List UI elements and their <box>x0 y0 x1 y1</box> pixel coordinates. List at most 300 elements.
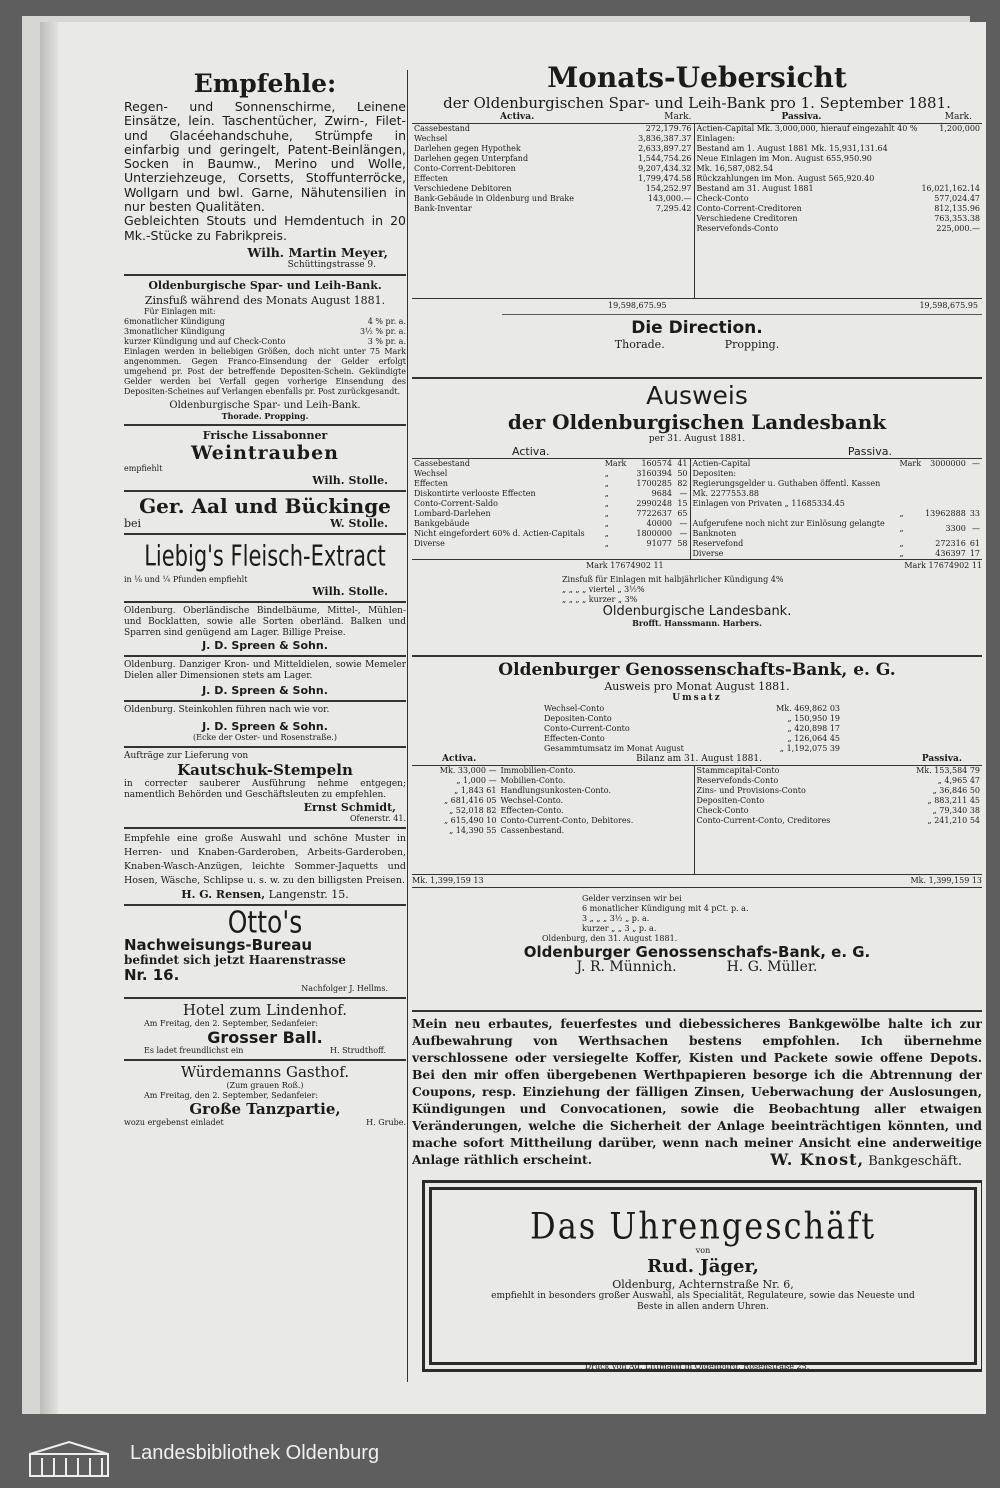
table-cell-cents: — <box>972 459 980 468</box>
table-cell-value <box>919 154 982 164</box>
table-row <box>412 469 690 479</box>
table-row <box>412 134 694 144</box>
ad-spreen1-text: Oldenburg. Oberländische Bindelbäume, Mittel-, Mühlen- und Bocklatten, sowie alle Sorten oberländ. Balken und Sparren sind genügend am Lager. Billige Preise. <box>124 605 406 638</box>
table-cell-value: „ 883,211 45 <box>927 796 980 805</box>
monats-passiva <box>694 124 983 298</box>
ad-jaeger-von: von <box>695 1246 711 1255</box>
table-cell-label: Cassenbestand. <box>500 826 565 835</box>
table-cell-value: 436397 <box>935 549 966 558</box>
ad-stolle-line2: Weintrauben <box>190 441 339 464</box>
table-row <box>695 164 983 174</box>
table-row <box>695 776 983 786</box>
ausweis-totals <box>412 559 982 571</box>
table-cell-cents <box>968 479 982 499</box>
table-cell-unit: „ <box>899 509 904 518</box>
ad-meyer-address: Schüttingstrasse 9. <box>287 259 376 270</box>
ad-rensen-address: Langenstr. 15. <box>268 887 349 901</box>
ausweis-passiva-label: Passiva. <box>847 445 892 458</box>
monats-uebersicht <box>412 62 982 351</box>
table-cell-label: Diverse <box>414 539 445 548</box>
table-cell-label: Darlehen gegen Hypothek <box>414 144 521 153</box>
ad-spreen3-address: (Ecke der Oster- und Rosenstraße.) <box>193 732 337 742</box>
ad-schmidt <box>124 751 406 824</box>
genoss-total-passiva: Mk. 1,399,159 13 <box>910 876 982 885</box>
ad-liebig-small: in ⅛ und ¼ Pfunden empfiehlt <box>124 574 248 584</box>
table-cell-value: 154,252.97 <box>645 184 692 193</box>
rate-value: 4 % pr. a. <box>367 316 406 326</box>
table-cell-value: „ 150,950 19 <box>787 714 840 723</box>
table-cell-label: Rückzahlungen im Mon. August 565,920.40 <box>696 174 875 183</box>
table-cell-label: Nicht eingefordert 60% d. Actien-Capitals <box>414 529 585 538</box>
table-cell-label: Bank-Inventar <box>414 204 472 213</box>
table-cell-value: 7,295.42 <box>655 204 692 213</box>
monats-table <box>412 123 982 299</box>
table-row <box>412 154 694 164</box>
ausweis-bank: Oldenburgische Landesbank. <box>602 604 792 619</box>
table-cell-value: „ 1,192,075 39 <box>779 744 840 753</box>
ad-spar-rate-row <box>124 337 406 347</box>
table-cell-value: „ 420,898 17 <box>787 724 840 733</box>
table-cell-label <box>691 509 898 519</box>
table-row <box>691 509 982 519</box>
table-cell-value: „ 4,965 47 <box>937 776 980 785</box>
table-row <box>695 144 983 154</box>
table-cell-label: Conto-Current-Conto <box>544 724 630 733</box>
monats-names <box>412 338 982 351</box>
genoss-activa-label: Activa. <box>442 754 477 764</box>
table-cell-unit <box>897 499 923 509</box>
table-cell-label: Conto-Corrent-Creditoren <box>696 204 802 213</box>
table-cell-value: 143,000.— <box>647 194 692 203</box>
table-cell-value: 763,353.38 <box>934 214 980 223</box>
divider <box>412 377 982 379</box>
ad-knost-name: W. Knost, <box>770 1150 865 1169</box>
table-cell-cents: 15 <box>677 499 688 508</box>
ad-lindenhof <box>124 1002 406 1056</box>
ad-stolle-small: empfiehlt <box>124 463 163 473</box>
table-cell-label: Actien-Capital <box>692 459 751 468</box>
ad-spreen3-text: Oldenburg. Steinkohlen führen nach wie vor. <box>124 704 330 715</box>
divider <box>124 533 406 535</box>
table-row <box>542 714 842 724</box>
table-row <box>691 499 982 509</box>
table-row <box>412 816 694 826</box>
ausweis-names: Brofft. Hanssmann. Harbers. <box>632 618 762 628</box>
genoss-interest-line: 3 „ „ „ 3½ „ p. a. <box>582 914 650 923</box>
ad-stolle-grapes <box>124 429 406 487</box>
table-row <box>695 224 983 234</box>
ad-jaeger-title: Das Uhrengeschäft <box>530 1204 876 1248</box>
divider <box>502 314 982 315</box>
table-cell-unit: Mark <box>899 459 922 468</box>
ad-lindenhof-name: H. Strudthoff. <box>330 1045 386 1055</box>
table-cell-label: Conto-Current-Conto, Debitores. <box>500 816 634 825</box>
genoss-passiva <box>695 766 983 874</box>
table-cell-value <box>923 469 968 479</box>
table-cell-value: 3300 <box>945 524 966 533</box>
table-cell-label: Diskontirte verlooste Effecten <box>414 489 536 498</box>
ausweis-header <box>412 445 982 458</box>
ad-spreen-wood <box>124 606 406 652</box>
table-cell-value: 812,135.96 <box>934 204 980 213</box>
table-cell-value: „ 14,390 55 <box>449 826 497 835</box>
table-cell-label: Reservefonds-Conto <box>696 776 779 785</box>
table-cell-label: Bestand am 31. August 1881 <box>696 184 814 193</box>
ad-wuerdemann <box>124 1064 406 1128</box>
table-cell-label: Wechsel-Conto <box>544 704 605 713</box>
genoss-table <box>412 765 982 874</box>
table-cell-label: Effecten <box>414 479 448 488</box>
ad-spar-text: Einlagen werden in beliebigen Größen, doch nicht unter 75 Mark angenommen. Gegen Franco-Einsendung der Gelder erfolgt umgehend pr. Post der betreffende Depositen-Schein. Gekündigte Gelder werden bei Verfall gegen vorherige Einsendung des Depositen-Scheines auf Verlangen ebenfalls pr. Post zurückgesandt. <box>124 346 406 396</box>
table-row <box>695 796 983 806</box>
table-row <box>695 134 983 144</box>
table-cell-label: Bank-Gebäude in Oldenburg und Brake <box>414 194 574 203</box>
ausweis-title: Ausweis <box>646 381 748 410</box>
ad-meyer <box>124 70 406 271</box>
table-cell-label: Depositen-Conto <box>696 796 765 805</box>
table-row <box>695 816 983 826</box>
table-cell-label: Check-Conto <box>696 194 749 203</box>
ad-rensen-text: Empfehle eine große Auswahl und schöne Muster in Herren- und Knaben-Garderoben, Arbeits-Garderoben, Knaben-Wasch-Anzügen, leichte Sommer-Jaquetts und Hosen, Wäsche, Schlipse u. s. w. zu den billigsten Preisen. <box>124 832 406 886</box>
table-row <box>412 164 694 174</box>
ausweis-total-value: 17674902 <box>610 561 651 570</box>
ausweis-interest-line: „ „ „ „ viertel „ 3½% <box>562 585 645 594</box>
table-cell-value: 7722637 <box>636 509 672 518</box>
page-spine <box>40 22 58 1414</box>
ad-knost-suffix: Bankgeschäft. <box>868 1154 962 1169</box>
genoss-bilanz: Bilanz am 31. August 1881. <box>636 754 762 764</box>
divider <box>124 601 406 603</box>
table-cell-label: Check-Conto <box>696 806 749 815</box>
table-cell-value: 272,179.76 <box>645 124 692 133</box>
table-cell-value: 3000000 <box>930 459 966 468</box>
table-cell-value <box>919 164 982 174</box>
table-cell-value: Mk. 33,000 — <box>439 766 497 775</box>
table-row <box>412 144 694 154</box>
ad-stolle2-row <box>124 517 406 530</box>
ausweis-interest <box>412 575 982 605</box>
ad-wuerdemann-title: Würdemanns Gasthof. <box>180 1062 350 1081</box>
ad-spreen2-name: J. D. Spreen & Sohn. <box>202 683 328 697</box>
ad-lindenhof-line3: Es ladet freundlichst ein <box>144 1045 244 1055</box>
table-cell-value: „ 52,018 82 <box>449 806 497 815</box>
table-cell-label: Bankgebäude <box>414 519 470 528</box>
ad-stolle-name: Wilh. Stolle. <box>312 473 388 487</box>
genoss-place: Oldenburg, den 31. August 1881. <box>542 934 678 943</box>
divider <box>124 424 406 426</box>
divider <box>412 655 982 657</box>
ad-otto-successor: Nachfolger J. Hellms. <box>301 983 388 993</box>
divider <box>124 655 406 657</box>
table-cell-label: Effecten-Conto. <box>500 806 564 815</box>
ad-jaeger-text: empfiehlt in besonders großer Auswahl, als Specialität, Regulateure, sowie das Neueste und Beste in allen andern Uhren. <box>491 1291 915 1312</box>
table-row <box>695 786 983 796</box>
table-cell-value: 9,207,434.32 <box>638 164 692 173</box>
table-cell-unit: „ <box>604 539 609 548</box>
ad-meyer-body: Regen- und Sonnenschirme, Leinene Einsätze, lein. Taschentücher, Zwirn-, Filet- und Glacéehandschuhe, Strümpfe in einfarbig und geringelt, Patent-Beinlängen, Socken in Baumw., Merino und Wolle, Unterziehzeuge, Corsetts, Stoffunterröcke, Wollgarn und bwl. Garne, Nähutensilien in nur besten Qualitäten. <box>124 99 406 215</box>
ad-stolle2-bei: bei <box>124 516 142 530</box>
table-row <box>691 549 982 559</box>
table-cell-value: 9684 <box>651 489 672 498</box>
monats-direction: Die Direction. <box>631 318 763 338</box>
ad-spreen2-text: Oldenburg. Danziger Kron- und Mitteldielen, sowie Memeler Dielen aller Dimensionen stets am Lager. <box>124 659 406 681</box>
table-cell-unit: „ <box>604 469 609 478</box>
table-cell-value: 1,799,474.58 <box>638 174 692 183</box>
table-cell-unit: Mark <box>604 459 627 468</box>
monats-activa <box>412 124 694 298</box>
table-cell-label: Depositen-Conto <box>544 714 612 723</box>
genoss-totals <box>412 874 982 888</box>
table-cell-value <box>923 499 968 509</box>
table-cell-label: Zins- und Provisions-Conto <box>696 786 806 795</box>
genoss-names <box>412 961 982 974</box>
table-cell-cents: 82 <box>677 479 688 488</box>
table-cell-value: 225,000.— <box>936 224 980 233</box>
divider <box>124 274 406 276</box>
left-column <box>124 70 406 1370</box>
table-cell-value: 3,836,387.37 <box>638 134 692 143</box>
genoss-name: H. G. Müller. <box>726 959 818 975</box>
table-cell-cents: — <box>679 529 688 538</box>
monats-header <box>412 112 982 123</box>
ad-spar-leih-bank <box>124 279 406 421</box>
rate-value: 3 % pr. a. <box>367 336 406 346</box>
ad-spreen-coal <box>124 705 406 743</box>
table-cell-value: 1,200,000 <box>939 124 980 133</box>
table-cell-label: Handlungsunkosten-Conto. <box>500 786 611 795</box>
rate-label: 3monatlicher Kündigung <box>124 326 225 336</box>
table-cell-unit <box>897 469 923 479</box>
table-row <box>412 529 690 539</box>
ad-jaeger-name: Rud. Jäger, <box>647 1256 759 1277</box>
genossenschafts-bank <box>412 652 982 974</box>
table-cell-cents: 41 <box>677 459 688 468</box>
genoss-interest-title: Gelder verzinsen wir bei <box>582 894 682 903</box>
table-row <box>695 194 983 204</box>
table-cell-cents: — <box>972 524 980 533</box>
table-cell-unit <box>897 479 923 499</box>
table-cell-cents <box>968 469 982 479</box>
genoss-subtitle: Ausweis pro Monat August 1881. <box>604 680 790 693</box>
divider <box>124 700 406 702</box>
table-cell-value: 40000 <box>646 519 672 528</box>
monats-mark-label: Mark. <box>664 112 692 122</box>
table-row <box>695 124 983 134</box>
table-row <box>542 724 842 734</box>
table-cell-cents: 17 <box>969 549 980 558</box>
table-row <box>412 509 690 519</box>
ausweis-total-unit: Mark <box>904 561 926 570</box>
rate-label: 6monatlicher Kündigung <box>124 316 225 326</box>
table-cell-value: Mk. 153,584 79 <box>916 766 980 775</box>
table-row <box>695 184 983 194</box>
table-row <box>412 806 694 816</box>
genoss-total-activa: Mk. 1,399,159 13 <box>412 876 484 885</box>
table-row <box>691 479 982 499</box>
ad-schmidt-address: Ofenerstr. 41. <box>349 813 406 823</box>
divider <box>412 1010 982 1012</box>
table-row <box>542 704 842 714</box>
table-cell-value: „ 1,000 — <box>456 776 497 785</box>
table-row <box>412 459 690 469</box>
ad-rensen-signature <box>124 888 406 901</box>
genoss-activa <box>412 766 695 874</box>
table-row <box>412 489 690 499</box>
table-cell-label: Effecten-Conto <box>544 734 605 743</box>
ad-spar-line1: Für Einlagen mit: <box>144 306 216 316</box>
ausweis-total-unit: Mark <box>586 561 608 570</box>
table-cell-unit: „ <box>604 479 609 488</box>
ad-wuerdemann-row <box>124 1118 406 1128</box>
table-row <box>542 744 842 754</box>
ad-wuerdemann-line2: Große Tanzpartie, <box>189 1099 341 1118</box>
table-row <box>691 469 982 479</box>
table-cell-value <box>919 144 982 154</box>
ad-knost-text: Mein neu erbautes, feuerfestes und diebessicheres Bankgewölbe halte ich zur Aufbewahrung von Werthsachen bestens empfohlen. Ich übernehme verschlossene oder versiegelte Koffer, Kisten und Packete sowie offene Depots. Bei den mir offen übergebenen Werthpapieren besorge ich die Abtrennung der Coupons, resp. Einziehung der fälligen Zinsen, Ueberwachung der Auslosungen, Kündigungen und Convocationen, sowie die Beobachtung aller etwaigen Veränderungen, welche die Sicherheit der Anlage beeinträchtigen könnten, und mache sofort Mittheilung darüber, wenn nach meiner Ansicht eine anderweitige Anlage räthlich erscheint. <box>412 1016 982 1167</box>
monats-activa-label: Activa. <box>500 112 535 122</box>
ad-wuerdemann-name: H. Grube. <box>366 1117 406 1127</box>
table-row <box>412 124 694 134</box>
table-cell-value: 1800000 <box>636 529 672 538</box>
ad-schmidt-name: Ernst Schmidt, <box>303 800 396 814</box>
rate-value: 3½ % pr. a. <box>360 326 406 336</box>
column-divider <box>407 70 408 1382</box>
table-cell-value: „ 615,490 10 <box>443 816 497 825</box>
monats-totals <box>412 299 982 311</box>
table-cell-value: 2990248 <box>636 499 672 508</box>
table-cell-cents: 50 <box>677 469 688 478</box>
ad-meyer-title: Empfehle: <box>193 70 337 98</box>
table-row <box>412 519 690 529</box>
table-cell-unit: „ <box>604 499 609 508</box>
ad-rensen-name: H. G. Rensen, <box>181 887 266 901</box>
table-cell-value: „ 241,210 54 <box>927 816 980 825</box>
table-cell-cents: 33 <box>969 509 980 518</box>
ad-spar-rate-row <box>124 317 406 327</box>
divider <box>124 827 406 829</box>
table-cell-unit: „ <box>604 529 609 538</box>
table-row <box>691 519 982 539</box>
table-cell-cents: — <box>679 489 688 498</box>
genoss-name: J. R. Münnich. <box>576 959 677 975</box>
table-cell-label: Diverse <box>692 549 724 558</box>
table-row <box>695 204 983 214</box>
table-cell-label: Gesammtumsatz im Monat August <box>544 744 684 753</box>
table-cell-value: 1700285 <box>636 479 672 488</box>
ad-stolle-fish <box>124 495 406 530</box>
table-cell-cents: 58 <box>677 539 688 548</box>
table-cell-value: „ 126,064 45 <box>787 734 840 743</box>
ausweis-activa-label: Activa. <box>512 445 550 458</box>
ausweis-activa <box>412 459 690 559</box>
table-cell-label: Einlagen von Privaten „ 11685334.45 <box>692 499 845 508</box>
table-cell-label: Stammcapital-Conto <box>696 766 780 775</box>
table-row <box>412 194 694 204</box>
ausweis-total-cents: 11 <box>653 561 664 570</box>
monats-name: Propping. <box>724 338 780 351</box>
table-cell-value: 577,024.47 <box>934 194 980 203</box>
genoss-header <box>412 754 982 765</box>
genoss-title: Oldenburger Genossenschafts-Bank, e. G. <box>498 660 896 680</box>
monats-subtitle: der Oldenburgischen Spar- und Leih-Bank pro 1. September 1881. <box>443 94 951 112</box>
ad-meyer-body2: Gebleichten Stouts und Hemdentuch in 20 Mk.-Stücke zu Fabrikpreis. <box>124 213 406 243</box>
ausweis-total-activa <box>586 561 664 571</box>
table-cell-value: „ 681,416 05 <box>443 796 497 805</box>
table-row <box>695 214 983 224</box>
table-cell-unit: „ <box>899 549 904 558</box>
ad-stolle2-name: W. Stolle. <box>330 516 388 530</box>
ad-stolle2-line1: Ger. Aal und Bückinge <box>139 493 391 518</box>
ad-spar-rate-row <box>124 327 406 337</box>
table-row <box>412 796 694 806</box>
table-cell-value <box>919 134 982 144</box>
ausweis-subtitle: der Oldenburgischen Landesbank <box>507 410 887 434</box>
genoss-interest-line: kurzer „ „ 3 „ p. a. <box>582 924 657 933</box>
table-row <box>412 776 694 786</box>
divider <box>124 997 406 999</box>
ad-spar-signature: Oldenburgische Spar- und Leih-Bank. <box>169 399 361 411</box>
ad-liebig-name: Wilh. Stolle. <box>312 584 388 598</box>
ad-wuerdemann-sub: (Zum grauen Roß.) <box>226 1080 304 1090</box>
table-cell-label: Mobilien-Conto. <box>500 776 566 785</box>
table-cell-label: Cassebestand <box>414 459 471 468</box>
divider <box>124 1059 406 1061</box>
table-cell-value: 16,021,162.14 <box>921 184 980 193</box>
table-row <box>695 806 983 816</box>
table-cell-value: „ 36,846 50 <box>932 786 980 795</box>
table-row <box>412 539 690 549</box>
ad-spar-subtitle: Zinsfuß während des Monats August 1881. <box>144 293 386 307</box>
table-cell-label: Neue Einlagen im Mon. August 655,950.90 <box>696 154 872 163</box>
ad-spreen3-name: J. D. Spreen & Sohn. <box>202 719 328 733</box>
table-cell-value: 160574 <box>641 459 672 468</box>
ad-spreen-planks <box>124 660 406 697</box>
ad-wuerdemann-line1: Am Freitag, den 2. September, Sedanfeier: <box>144 1090 319 1100</box>
monats-title: Monats-Uebersicht <box>547 62 847 94</box>
ad-schmidt-line1: Aufträge zur Lieferung von <box>124 750 249 761</box>
ausweis-date: per 31. August 1881. <box>648 434 746 444</box>
table-row <box>695 174 983 184</box>
table-cell-value: „ 79,340 38 <box>932 806 980 815</box>
ad-schmidt-text: in correcter sauberer Ausführung nehme entgegen; namentlich Behörden und Geschäftsleuten zu empfehlen. <box>124 778 406 800</box>
monats-total-passiva: 19,598,675.95 <box>919 301 978 310</box>
table-cell-unit: „ <box>604 509 609 518</box>
table-cell-unit: „ <box>899 539 904 548</box>
ad-otto <box>124 904 406 994</box>
ad-liebig <box>124 541 406 598</box>
table-cell-label: Effecten <box>414 174 448 183</box>
table-cell-label: Conto-Current-Conto, Creditores <box>696 816 831 825</box>
divider <box>124 746 406 748</box>
table-row <box>691 459 982 469</box>
table-cell-value: „ 1,843 61 <box>454 786 497 795</box>
genoss-umsatz: Umsatz <box>672 693 722 703</box>
table-row <box>412 826 694 836</box>
ad-lindenhof-title: Hotel zum Lindenhof. <box>182 1000 348 1019</box>
ad-otto-title: Otto's <box>227 904 303 940</box>
table-row <box>412 786 694 796</box>
ausweis-landesbank <box>412 374 982 628</box>
table-cell-label: Verschiedene Creditoren <box>696 214 798 223</box>
library-footer <box>0 1432 1000 1488</box>
right-column <box>412 62 982 1382</box>
imprint: Druck von Ad. Littmann in Oldenburg, Rosenstraße 25. <box>584 1362 810 1371</box>
table-cell-label: Conto-Corrent-Debitoren <box>414 164 516 173</box>
table-cell-value: 1,544,754.26 <box>638 154 692 163</box>
table-cell-unit: „ <box>604 489 609 498</box>
ausweis-interest-line: Zinsfuß für Einlagen mit halbjährlicher Kündigung 4% <box>562 575 784 584</box>
monats-name: Thorade. <box>614 338 665 351</box>
